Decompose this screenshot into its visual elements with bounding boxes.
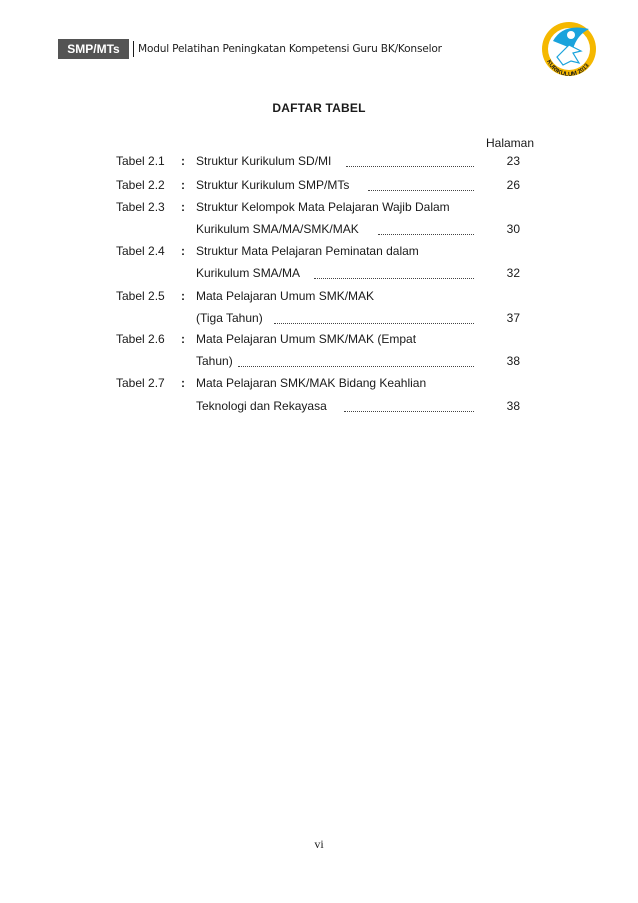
dot-leader — [368, 188, 474, 191]
page-number: vi — [314, 837, 324, 851]
toc-entry-text: Mata Pelajaran Umum SMK/MAK — [196, 289, 375, 303]
toc-entry-colon: : — [181, 376, 185, 390]
toc-entry-text-continued: (Tiga Tahun) — [196, 311, 263, 325]
toc-entry-page: 32 — [506, 266, 520, 280]
svg-text:KURIKULUM 2013: KURIKULUM 2013 — [545, 59, 591, 78]
kurikulum-logo — [533, 15, 605, 87]
toc-entry-colon: : — [181, 289, 185, 303]
toc-entry-text-continued: Kurikulum SMA/MA/SMK/MAK — [196, 222, 359, 236]
dot-leader — [378, 232, 474, 235]
toc-entry-colon: : — [181, 178, 185, 192]
dot-leader — [314, 276, 474, 279]
toc-entry-text-continued: Kurikulum SMA/MA — [196, 266, 301, 280]
toc-entry-label: Tabel 2.4 — [116, 244, 165, 258]
toc-entry-text: Struktur Kurikulum SD/MI — [196, 154, 332, 168]
dot-leader — [274, 321, 474, 324]
toc-entry-text: Mata Pelajaran SMK/MAK Bidang Keahlian — [196, 376, 427, 390]
toc-entry-label: Tabel 2.6 — [116, 332, 165, 346]
dot-leader — [346, 164, 474, 167]
header-separator — [133, 41, 134, 57]
toc-entry-label: Tabel 2.7 — [116, 376, 165, 390]
toc-entry-text-continued: Tahun) — [196, 354, 233, 368]
toc-entry-label: Tabel 2.1 — [116, 154, 165, 168]
toc-entry-page: 26 — [506, 178, 520, 192]
toc-entry-colon: : — [181, 200, 185, 214]
header-badge: SMP/MTs — [58, 39, 129, 59]
page-title: DAFTAR TABEL — [272, 101, 366, 115]
toc-entry-label: Tabel 2.5 — [116, 289, 165, 303]
toc-entry-colon: : — [181, 244, 185, 258]
toc-entry-label: Tabel 2.3 — [116, 200, 165, 214]
toc-entry-page: 38 — [506, 399, 520, 413]
dot-leader — [344, 409, 474, 412]
toc-entry-text: Struktur Mata Pelajaran Peminatan dalam — [196, 244, 419, 258]
header-title: Modul Pelatihan Peningkatan Kompetensi Guru BK/Konselor — [138, 43, 442, 55]
toc-entry-colon: : — [181, 154, 185, 168]
toc-entry-page: 23 — [506, 154, 520, 168]
toc-entry-text: Mata Pelajaran Umum SMK/MAK (Empat — [196, 332, 417, 346]
toc-entry-colon: : — [181, 332, 185, 346]
toc-entry-page: 30 — [506, 222, 520, 236]
kurikulum-logo-icon — [533, 15, 605, 87]
toc-entry-page: 37 — [506, 311, 520, 325]
toc-entry-text-continued: Teknologi dan Rekayasa — [196, 399, 327, 413]
toc-entry-text: Struktur Kelompok Mata Pelajaran Wajib Dalam — [196, 200, 450, 214]
toc-entry-label: Tabel 2.2 — [116, 178, 165, 192]
page-column-label: Halaman — [486, 136, 535, 150]
dot-leader — [238, 364, 474, 367]
toc-entry-page: 38 — [506, 354, 520, 368]
toc-entry-text: Struktur Kurikulum SMP/MTs — [196, 178, 350, 192]
